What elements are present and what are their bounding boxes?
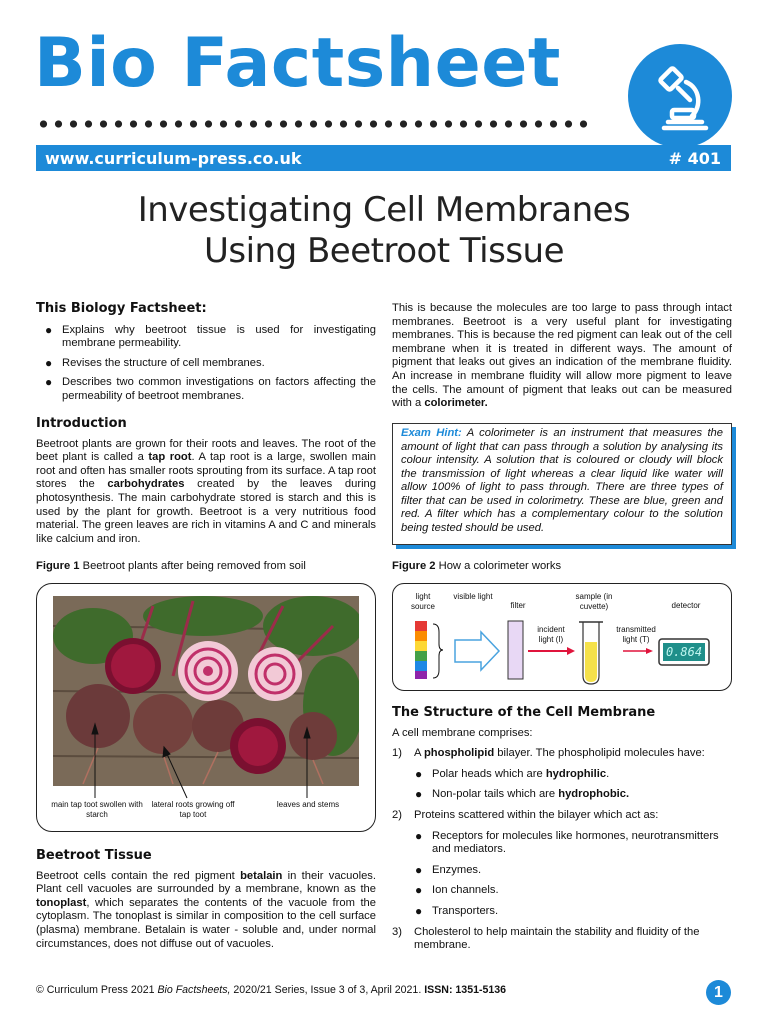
label-lateral-roots: lateral roots growing off tap toot	[151, 800, 235, 819]
figure1-caption: Figure 1 Beetroot plants after being removed from soil	[36, 560, 306, 572]
list-item: ● Enzymes.	[415, 862, 482, 877]
list-item: ● Explains why beetroot tissue is used for investigating membrane permeability.	[45, 322, 376, 350]
introduction-section	[36, 417, 376, 546]
figure1-pointers	[37, 584, 377, 833]
list-item: ● Describes two common investigations on factors affecting the permeability of beetroot membranes.	[45, 375, 376, 402]
figure1-box	[36, 583, 376, 832]
list-item: 1) A phospholipid bilayer. The phospholipid molecules have:	[392, 747, 705, 760]
list-item: 3) Cholesterol to help maintain the stability and fluidity of the membrane.	[392, 925, 700, 952]
structure-intro: A cell membrane comprises:	[392, 726, 533, 739]
structure-section	[392, 706, 732, 953]
title-line-1: Investigating Cell Membranes	[137, 190, 631, 230]
label-detector: detector	[671, 601, 701, 610]
structure-heading: The Structure of the Cell Membrane	[392, 705, 656, 720]
detector-reading: 0.864	[665, 645, 703, 659]
introduction-heading: Introduction	[36, 416, 127, 431]
exam-hint-text: A colorimeter is an instrument that measures the amount of light that can pass through a solution by analysing its colour intensity. A solution that is coloured or cloudy will block the transmission of light whereas a clear liquid like water will allow 100% of light to pass through. There are three types of filter that can be used in colorimetry. These are blue, green and red. A filter which has a complementary colour to the solution being tested should be used.	[401, 427, 723, 534]
label-sample: sample (in cuvette)	[575, 592, 613, 611]
brand-title: Bio Factsheet	[34, 24, 561, 103]
dotted-rule	[36, 118, 591, 130]
label-filter: filter	[510, 601, 526, 610]
factsheet-summary	[36, 302, 376, 410]
list-item: 2) Proteins scattered within the bilayer which act as:	[392, 808, 659, 821]
right-intro-text: This is because the molecules are too large to pass through intact membranes. Beetroot is a very useful plant for investigating membranes. This is because the red pigment can leak out of the cell membrane when it is treated in different ways. The amount of pigment that leaks out gives an indication of the membrane fluidity. An increase in membrane fluidity will allow more pigment to leave the cells. The amount of pigment that leaks out can be measured with a colorimeter.	[392, 302, 732, 410]
list-item: ● Polar heads which are hydrophilic.	[415, 766, 610, 781]
title-line-2: Using Beetroot Tissue	[203, 231, 564, 271]
label-transmitted-light: transmitted light (T)	[616, 625, 656, 644]
issue-number: # 401	[668, 148, 721, 168]
exam-hint-label: Exam Hint:	[401, 427, 462, 439]
exam-hint-box	[392, 423, 732, 545]
list-item: ● Revises the structure of cell membranes.	[45, 355, 265, 370]
summary-heading: This Biology Factsheet:	[36, 301, 207, 316]
website-link[interactable]: www.curriculum-press.co.uk	[45, 148, 302, 168]
label-incident-light: incident light (I)	[537, 625, 565, 644]
beetroot-tissue-text: Beetroot cells contain the red pigment betalain in their vacuoles. Plant cell vacuoles are surrounded by a membrane, known as the tonoplast, which separates the contents of the vacuole from the cytoplasm. The tonoplast is similar in composition to the cell surface (plasma) membrane. Betalain is water - soluble and, under normal circumstances, does not diffuse out of vacuoles.	[36, 869, 376, 950]
list-item: ● Non-polar tails which are hydrophobic.	[415, 787, 630, 802]
label-leaves: leaves and stems	[276, 800, 340, 809]
right-intro	[392, 302, 732, 411]
label-visible-light: visible light	[453, 592, 493, 601]
list-item: ● Ion channels.	[415, 883, 499, 898]
beetroot-tissue-heading: Beetroot Tissue	[36, 848, 152, 863]
microscope-icon	[628, 44, 732, 148]
page-title	[0, 190, 768, 272]
list-item: ● Receptors for molecules like hormones, neurotransmitters and mediators.	[415, 828, 719, 856]
introduction-text: Beetroot plants are grown for their roots and leaves. The root of the beet plant is called a tap root. A tap root is a large, swollen main root and often has smaller roots sprouting from its surface. A tap root stores the carbohydrates created by the leaves during photosynthesis. The main carbohydrate stored is starch and this is used by the plant for growth. Beetroot is a very nutritious food material. The green leaves are rich in vitamins A and C and minerals like calcium and iron.	[36, 437, 377, 545]
spectrum-bar	[415, 621, 427, 679]
footer: © Curriculum Press 2021 Bio Factsheets, 2020/21 Series, Issue 3 of 3, April 2021. ISSN: 1351-5136	[36, 984, 507, 996]
list-item: ● Transporters.	[415, 903, 499, 918]
colorimeter-diagram	[393, 584, 733, 692]
label-light-source: light source	[410, 592, 435, 611]
beetroot-tissue-section	[36, 849, 376, 951]
page-number: 1	[706, 980, 731, 1005]
figure2-caption: Figure 2 How a colorimeter works	[392, 560, 562, 572]
label-main-tap-root: main tap toot swollen with starch	[51, 800, 143, 819]
figure2-box	[392, 583, 732, 691]
url-bar	[36, 145, 731, 171]
